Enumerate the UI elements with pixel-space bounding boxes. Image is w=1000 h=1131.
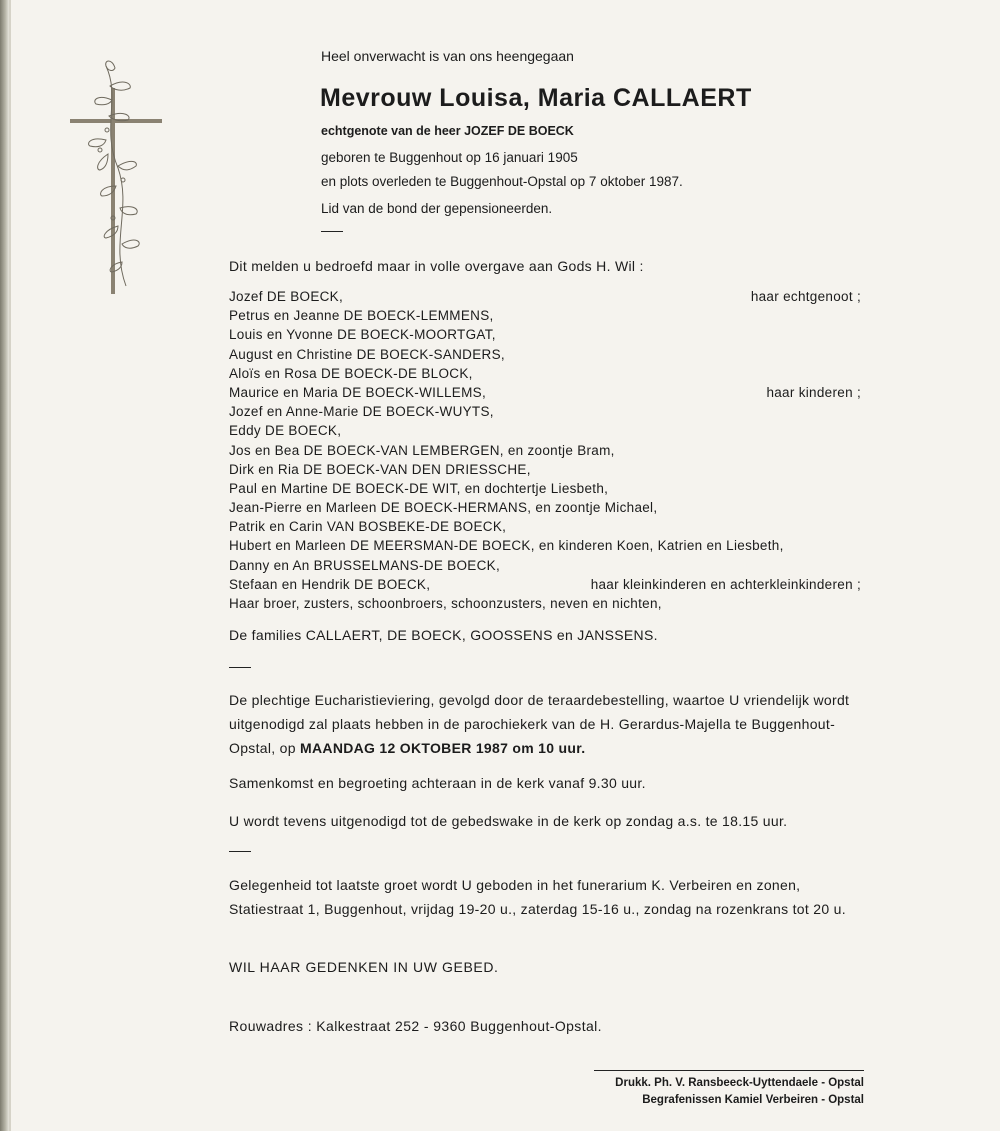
closing-line: WIL HAAR GEDENKEN IN UW GEBED.	[229, 959, 499, 975]
mourner-name: Hubert en Marleen DE MEERSMAN-DE BOECK, en kinderen Koen, Katrien en Liesbeth,	[229, 538, 784, 554]
list-item	[229, 594, 869, 613]
list-item	[229, 575, 869, 594]
undertaker-credit: Begrafenissen Kamiel Verbeiren - Opstal	[642, 1094, 864, 1106]
deceased-name: Mevrouw Louisa, Maria CALLAERT	[320, 84, 752, 112]
list-item	[229, 421, 869, 440]
separator-dash	[229, 667, 251, 668]
mourner-name: Petrus en Jeanne DE BOECK-LEMMENS,	[229, 308, 494, 324]
intro-text: Heel onverwacht is van ons heengegaan	[321, 48, 574, 64]
list-item	[229, 556, 869, 575]
page-fold-shadow	[9, 0, 11, 1131]
mourner-name: Jos en Bea DE BOECK-VAN LEMBERGEN, en zoontje Bram,	[229, 442, 615, 458]
list-item	[229, 287, 869, 306]
mourner-name: Louis en Yvonne DE BOECK-MOORTGAT,	[229, 327, 496, 343]
mourner-name: Stefaan en Hendrik DE BOECK,	[229, 576, 431, 592]
list-item	[229, 441, 869, 460]
mourner-role: haar kinderen ;	[766, 384, 861, 400]
mourner-name: Jozef DE BOECK,	[229, 289, 344, 304]
families-line: De families CALLAERT, DE BOECK, GOOSSENS en JANSSENS.	[229, 627, 658, 643]
mourner-role: haar echtgenoot ;	[750, 289, 861, 304]
mourner-role: haar kleinkinderen en achterkleinkinderen ;	[590, 576, 861, 592]
separator-dash	[321, 231, 343, 232]
mourner-name: August en Christine DE BOECK-SANDERS,	[229, 346, 505, 362]
mourner-name: Maurice en Maria DE BOECK-WILLEMS,	[229, 384, 487, 400]
birth-line: geboren te Buggenhout op 16 januari 1905	[321, 150, 578, 165]
membership-line: Lid van de bond der gepensioneerden.	[321, 201, 553, 216]
list-item	[229, 325, 869, 344]
mourner-name: Jean-Pierre en Marleen DE BOECK-HERMANS, en zoontje Michael,	[229, 500, 658, 516]
visitation-paragraph: Gelegenheid tot laatste groet wordt U geboden in het funerarium K. Verbeiren en zonen, Statiestraat 1, Buggenhout, vrijdag 19-20 u., zaterdag 15-16 u., zondag na rozenkrans tot 20 u.	[229, 877, 846, 917]
list-item	[229, 479, 869, 498]
list-item	[229, 460, 869, 479]
announcement-line: Dit melden u bedroefd maar in volle overgave aan Gods H. Wil :	[229, 258, 644, 274]
printer-credit: Drukk. Ph. V. Ransbeeck-Uyttendaele - Opstal	[615, 1077, 864, 1089]
vigil-paragraph: U wordt tevens uitgenodigd tot de gebedswake in de kerk op zondag a.s. te 18.15 uur.	[229, 813, 788, 829]
mourner-name: Eddy DE BOECK,	[229, 423, 342, 439]
mourner-name: Aloïs en Rosa DE BOECK-DE BLOCK,	[229, 365, 473, 381]
scan-edge	[0, 0, 9, 1131]
cross-with-olive-branch-icon	[66, 58, 166, 294]
spouse-line: echtgenote van de heer JOZEF DE BOECK	[321, 124, 574, 138]
ceremony-date: MAANDAG 12 OKTOBER 1987 om 10 uur.	[300, 740, 586, 756]
list-item	[229, 517, 869, 536]
list-item	[229, 536, 869, 555]
mourner-name: Jozef en Anne-Marie DE BOECK-WUYTS,	[229, 404, 494, 420]
ceremony-text: De plechtige Eucharistieviering, gevolgd door de teraardebestelling, waartoe U vriendelijk wordt uitgenodigd zal plaats hebben in de parochiekerk van de H. Gerardus-Majella te Buggenhout-Opstal, op	[229, 692, 850, 756]
list-item	[229, 364, 869, 383]
ceremony-paragraph	[229, 688, 869, 760]
mourner-name: Paul en Martine DE BOECK-DE WIT, en dochtertje Liesbeth,	[229, 480, 609, 496]
printer-separator	[594, 1070, 864, 1071]
list-item	[229, 306, 869, 325]
list-item	[229, 345, 869, 364]
mourner-list	[229, 287, 869, 613]
gathering-paragraph: Samenkomst en begroeting achteraan in de kerk vanaf 9.30 uur.	[229, 775, 646, 791]
list-item	[229, 383, 869, 402]
mourner-name: Danny en An BRUSSELMANS-DE BOECK,	[229, 557, 501, 573]
list-item	[229, 402, 869, 421]
separator-dash	[229, 851, 251, 852]
mourning-address: Rouwadres : Kalkestraat 252 - 9360 Buggenhout-Opstal.	[229, 1018, 602, 1034]
mourner-name: Patrik en Carin VAN BOSBEKE-DE BOECK,	[229, 519, 507, 535]
mourner-name: Haar broer, zusters, schoonbroers, schoonzusters, neven en nichten,	[229, 596, 662, 611]
mourner-name: Dirk en Ria DE BOECK-VAN DEN DRIESSCHE,	[229, 461, 531, 477]
list-item	[229, 498, 869, 517]
death-line: en plots overleden te Buggenhout-Opstal op 7 oktober 1987.	[321, 174, 683, 189]
